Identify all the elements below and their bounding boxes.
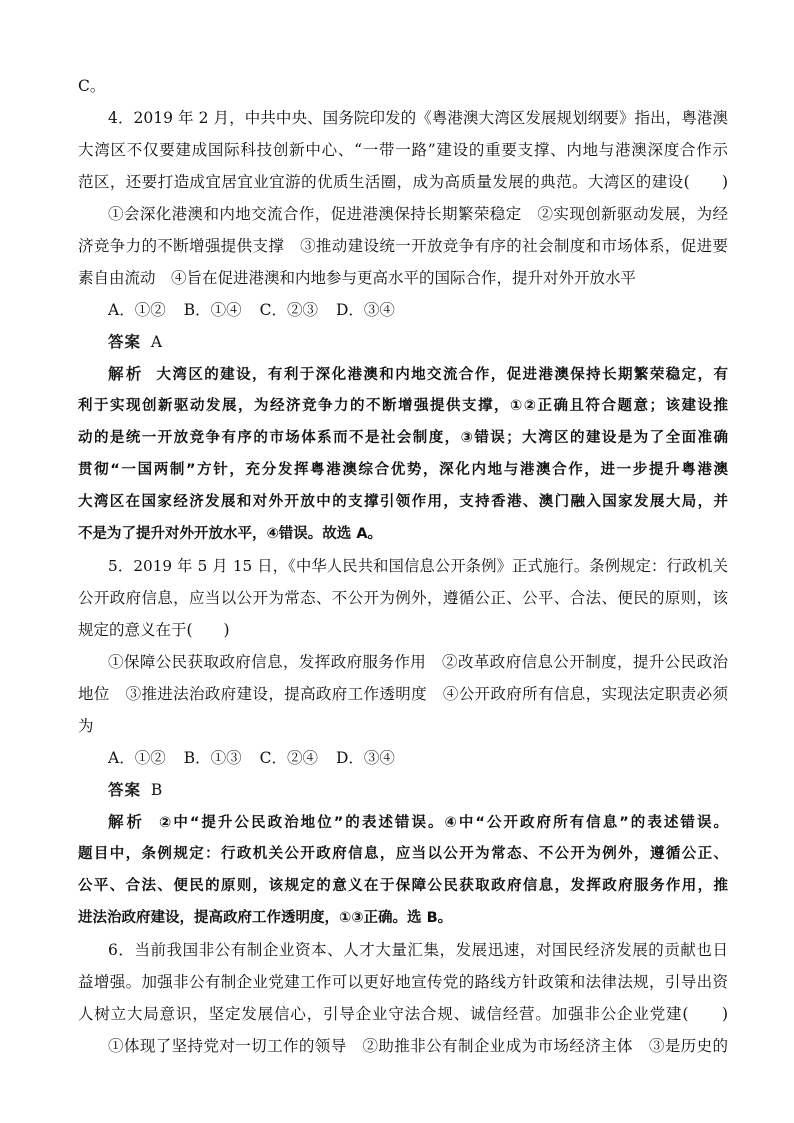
question-4-choice-line-1: ①会深化港澳和内地交流合作，促进港澳保持长期繁荣稳定 ②实现创新驱动发展，为经	[108, 205, 728, 223]
question-4-analysis-line-2: 利于实现创新驱动发展，为经济竞争力的不断增强提供支撑，①②正确且符合题意；该建设推	[78, 398, 728, 414]
question-6-stem-line-1: 6．当前我国非公有制企业资本、人才大量汇集，发展迅速，对国民经济发展的贡献也日	[108, 941, 728, 959]
question-6-stem-line-2: 益增强。加强非公有制企业党建工作可以更好地宣传党的路线方针政策和法律法规，引导出资	[78, 973, 728, 991]
option-d: D．③④	[335, 749, 395, 767]
option-c: C．②④	[259, 749, 318, 767]
question-4-analysis-line-3: 动的是统一开放竞争有序的市场体系而不是社会制度，③错误；大湾区的建设是为了全面准确	[78, 430, 728, 446]
answer-label: 答案	[108, 333, 142, 351]
question-5-answer	[108, 780, 728, 800]
option-b: B．①③	[183, 749, 242, 767]
question-4-stem-line-1: 4．2019 年 2 月，中共中央、国务院印发的《粤港澳大湾区发展规划纲要》指出，粤港澳	[108, 109, 728, 127]
analysis-text: ②中“提升公民政治地位”的表述错误。④中“公开政府所有信息”的表述错误。	[159, 815, 728, 831]
answer-value: A	[150, 333, 163, 351]
question-5-analysis-line-4: 进法治政府建设，提高政府工作透明度，①③正确。选 B。	[78, 910, 453, 926]
question-5-stem-line-1: 5．2019 年 5 月 15 日，《中华人民共和国信息公开条例》正式施行。条例规定：行政机关	[108, 557, 728, 575]
option-d: D．③④	[335, 301, 395, 319]
question-5-analysis-line-3: 公平、合法、便民的原则，该规定的意义在于保障公民获取政府信息，发挥政府服务作用，推	[78, 878, 728, 894]
analysis-label: 解析	[108, 365, 144, 383]
answer-label: 答案	[108, 781, 142, 799]
question-4-options	[108, 300, 728, 320]
option-a: A．①②	[108, 301, 166, 319]
question-4-analysis-line-5: 大湾区在国家经济发展和对外开放中的支撑引领作用，支持香港、澳门融入国家发展大局，并	[78, 494, 728, 510]
question-4-analysis-line-1	[108, 364, 728, 385]
option-c: C．②③	[259, 301, 318, 319]
question-4-analysis-line-6: 不是为了提升对外开放水平，④错误。故选 A。	[78, 526, 383, 542]
question-6-stem-line-3: 人树立大局意识，坚定发展信心，引导企业守法合规、诚信经营。加强非公企业党建( )	[78, 1005, 728, 1023]
question-5-choice-line-3: 为	[78, 717, 94, 735]
question-4-choice-line-2: 济竞争力的不断增强提供支撑 ③推动建设统一开放竞争有序的社会制度和市场体系，促进要	[78, 237, 728, 255]
question-5-stem-line-2: 公开政府信息，应当以公开为常态、不公开为例外，遵循公正、公平、合法、便民的原则，该	[78, 589, 728, 607]
continuation-text: C。	[78, 77, 106, 95]
option-a: A．①②	[108, 749, 166, 767]
question-4-choice-line-3: 素自由流动 ④旨在促进港澳和内地参与更高水平的国际合作，提升对外开放水平	[78, 269, 637, 287]
analysis-label: 解析	[108, 813, 146, 831]
option-b: B．①④	[183, 301, 242, 319]
question-5-analysis-line-1	[108, 812, 728, 833]
question-4-stem-line-3: 范区，还要打造成宜居宜业宜游的优质生活圈，成为高质量发展的典范。大湾区的建设( )	[78, 173, 728, 191]
question-5-choice-line-1: ①保障公民获取政府信息，发挥政府服务作用 ②改革政府信息公开制度，提升公民政治	[108, 653, 728, 671]
question-5-choice-line-2: 地位 ③推进法治政府建设，提高政府工作透明度 ④公开政府所有信息，实现法定职责必须	[78, 685, 728, 703]
analysis-text: 大湾区的建设，有利于深化港澳和内地交流合作，促进港澳保持长期繁荣稳定，有	[156, 367, 728, 383]
question-5-stem-line-3: 规定的意义在于( )	[78, 621, 230, 639]
question-4-analysis-line-4: 贯彻“一国两制”方针，充分发挥粤港澳综合优势，深化内地与港澳合作，进一步提升粤港澳	[78, 462, 728, 478]
question-6-choice-line-1: ①体现了坚持党对一切工作的领导 ②助推非公有制企业成为市场经济主体 ③是历史的	[108, 1037, 728, 1055]
question-4-stem-line-2: 大湾区不仅要建成国际科技创新中心、“一带一路”建设的重要支撑、内地与港澳深度合作示	[78, 141, 728, 159]
question-5-options	[108, 748, 728, 768]
question-5-analysis-line-2: 题目中，条例规定：行政机关公开政府信息，应当以公开为常态、不公开为例外，遵循公正、	[78, 846, 728, 862]
question-4-answer	[108, 332, 728, 352]
answer-value: B	[150, 781, 163, 799]
